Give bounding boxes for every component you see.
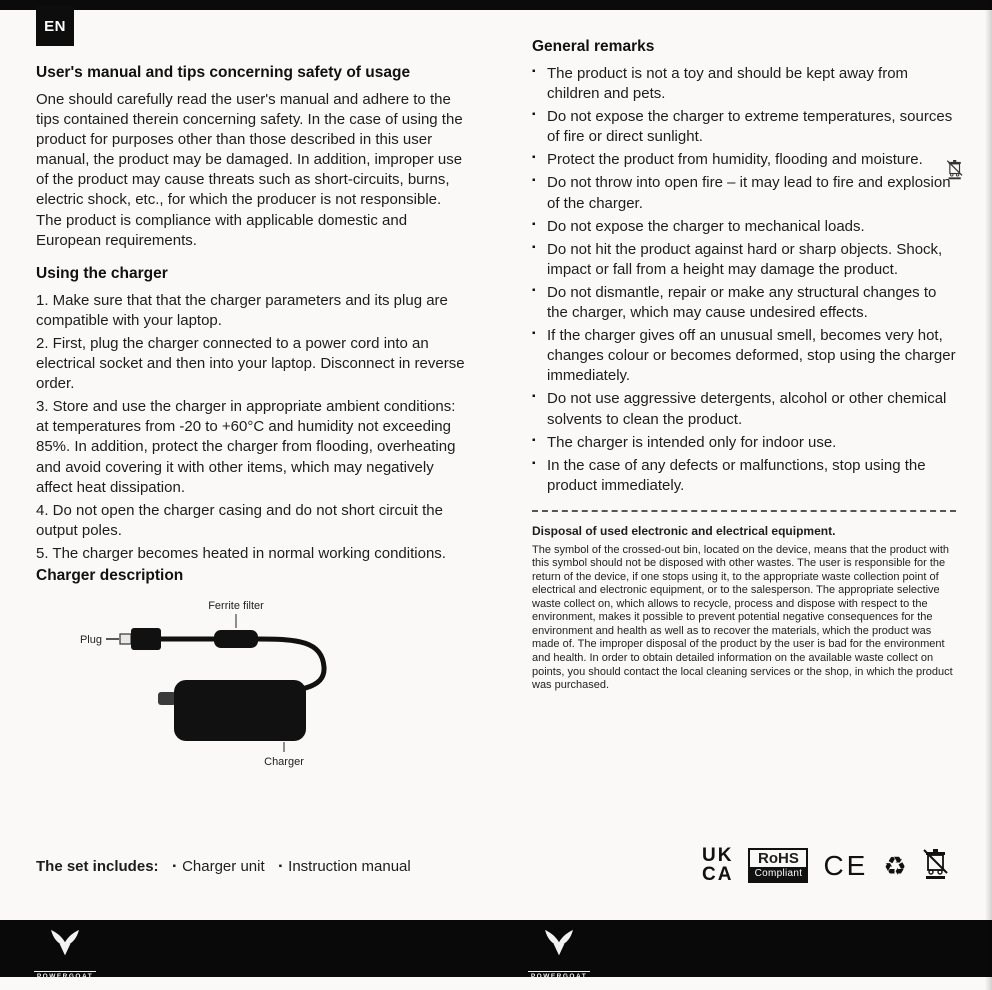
safety-paragraph: One should carefully read the user's manual and adhere to the tips contained therein concerning safety. In the case of using the product for purposes other than those described in this user manual, the product may be damaged. In addition, improper use of the product may cause threats such as short-circuits, burns, electric shock, etc., for which the producer is not responsible. The product is compliance with applicable domestic and European requirements. [36,91,463,249]
left-column [36,64,468,777]
rohs-compliant-label: Compliant [750,867,806,881]
right-column [532,38,956,693]
certification-marks [702,846,950,885]
powergoat-logo-text: POWERGOAT [34,971,96,980]
recycle-icon: ♻ [883,850,907,881]
ukca-mark [702,847,733,883]
set-includes-item: ▪ Charger unit [173,858,265,875]
list-item: ▪ The product is not a toy and should be kept away from children and pets. [547,64,956,104]
list-item: ▪ If the charger gives off an unusual smell, becomes very hot, changes colour or becomes deformed, stop using the charger immediately. [547,326,956,386]
footer-bar [0,920,992,980]
ferrite-filter-label: Ferrite filter [208,599,264,612]
charger-description-heading: Charger description [36,566,184,584]
list-item: ▪ Do not throw into open fire – it may lead to fire and explosion of the charger. [547,173,956,213]
using-step: 3. Store and use the charger in appropriate ambient conditions: at temperatures from -20 to +60°C and humidity not exceeding 85%. In addition, protect the charger from flooding, overheating and avoid covering it with other items, which may negatively affect heat dissipation. [36,398,456,496]
disposal-heading: Disposal of used electronic and electrical equipment. [532,523,836,538]
general-remarks-list [532,64,956,496]
list-item: ▪ Protect the product from humidity, flooding and moisture. [547,150,956,170]
using-step: 5. The charger becomes heated in normal working conditions. [36,544,446,562]
charger-diagram-drawing [36,595,376,773]
charger-label: Charger [264,755,304,768]
list-item: ▪ Do not hit the product against hard or sharp objects. Shock, impact or fall from a height may damage the product. [547,240,956,280]
using-charger-heading: Using the charger [36,264,168,282]
set-includes-label: The set includes: [36,858,159,875]
list-item: ▪ Do not expose the charger to extreme temperatures, sources of fire or direct sunlight. [547,107,956,147]
ukca-line: UK [702,845,734,867]
list-item: ▪ In the case of any defects or malfunctions, stop using the product immediately. [547,456,956,496]
powergoat-logo [30,926,100,983]
goat-head-icon [38,926,92,960]
list-item: ▪ Do not use aggressive detergents, alcohol or other chemical solvents to clean the product. [547,389,956,429]
set-includes [36,858,411,875]
powergoat-logo-text: POWERGOAT [528,971,590,980]
list-item: ▪ Do not expose the charger to mechanical loads. [547,217,956,237]
rohs-mark [748,848,808,883]
dashed-divider [532,510,956,512]
weee-bin-icon [922,846,950,885]
disposal-paragraph: The symbol of the crossed-out bin, located on the device, means that the product with this symbol should not be disposed with other wastes. The user is responsible for the return of the device, if one stops using it, to the appropriate waste collection point of electrical and electronic equipment, or to the salesperson. The appropriate selective waste collect on, which allows to recycle, process and dispose with respect to the environment, makes it possible to prevent potential negative consequences for the environment and health as well as to recover the materials, which the product was made of. The improper disposal of the product by the user is bad for the environment and health. In order to obtain detailed information on the available waste collect on points, you should contact the local cleaning services or the shop, in which the product was purchased. [532,543,953,692]
ce-mark: CE [823,849,869,881]
charger-diagram [36,595,468,777]
rohs-label: RoHS [758,850,799,867]
plug-label: Plug [79,633,102,646]
top-border-bar [0,0,992,10]
set-includes-item: ▪ Instruction manual [279,858,411,875]
ukca-line: CA [702,863,734,885]
powergoat-logo [524,926,594,983]
plug-icon [120,628,161,650]
list-item: ▪ Do not dismantle, repair or make any structural changes to the charger, which may cause undesired effects. [547,283,956,323]
using-step: 2. First, plug the charger connected to a power cord into an electrical socket and then into your laptop. Disconnect in reverse order. [36,334,465,393]
general-remarks-heading: General remarks [532,38,655,55]
safety-heading: User's manual and tips concerning safety of usage [36,64,411,81]
using-step: 1. Make sure that that the charger parameters and its plug are compatible with your laptop. [36,291,448,329]
list-item: ▪ The charger is intended only for indoor use. [547,433,956,453]
charger-brick-icon [174,680,306,741]
using-step: 4. Do not open the charger casing and do not short circuit the output poles. [36,501,443,539]
language-badge: EN [36,6,74,46]
ferrite-filter-icon [214,630,258,648]
goat-head-icon [532,926,586,960]
